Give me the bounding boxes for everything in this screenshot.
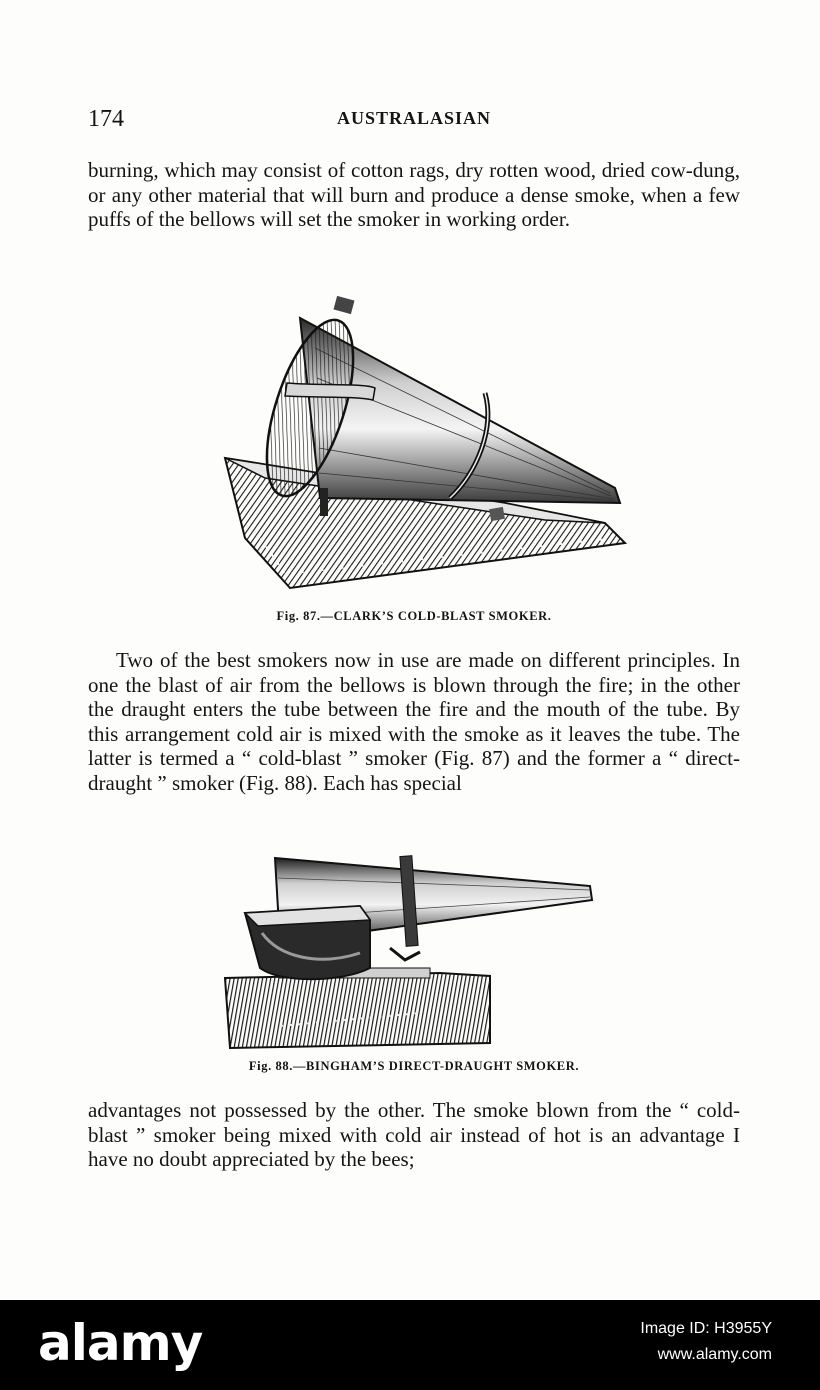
page-header	[88, 106, 740, 136]
running-head: AUSTRALASIAN	[336, 108, 492, 128]
page-number: 174	[88, 106, 124, 132]
cold-blast-smoker-engraving-icon	[215, 288, 635, 598]
image-id: Image ID: H3955Y	[640, 1320, 772, 1337]
paragraph-1: burning, which may consist of cotton rags, dry rotten wood, dried cow-dung, or any other material that will burn and produce a dense smoke, when a few puffs of the bellows will set the smoker in working order.	[88, 158, 740, 231]
image-id-label	[640, 1316, 772, 1368]
site-url: www.alamy.com	[657, 1346, 772, 1363]
stock-watermark-bar	[0, 1300, 820, 1390]
direct-draught-smoker-engraving-icon	[220, 848, 610, 1053]
alamy-logo: alamy	[38, 1314, 203, 1372]
figure-88-caption: Fig. 88.—BINGHAM’S DIRECT-DRAUGHT SMOKER.	[248, 1059, 580, 1073]
figure-87-caption: Fig. 87.—CLARK’S COLD-BLAST SMOKER.	[276, 609, 552, 623]
paragraph-3: advantages not possessed by the other. The smoke blown from the “ cold-blast ” smoker being mixed with cold air instead of hot is an advantage I have no doubt appreciated by the bees;	[88, 1098, 740, 1171]
paragraph-2: Two of the best smokers now in use are made on different principles. In one the blast of air from the bellows is blown through the fire; in the other the draught enters the tube between the fire and the mouth of the tube. By this arrangement cold air is mixed with the smoke as it leaves the tube. The latter is termed a “ cold-blast ” smoker (Fig. 87) and the former a “ direct-draught ” smoker (Fig. 88). Each has special	[88, 648, 740, 795]
